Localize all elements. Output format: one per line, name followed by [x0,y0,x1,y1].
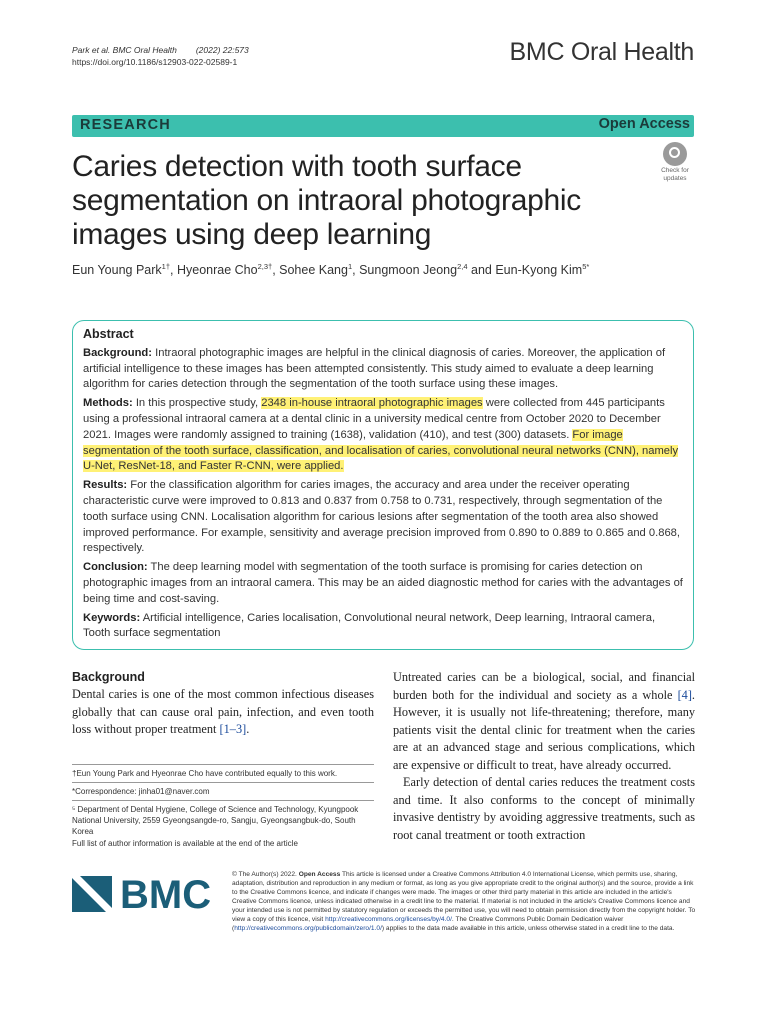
conclusion-text: The deep learning model with segmentation of the tooth surface is promising for caries detection on photographic images from an intraoral camera. This may be an aided diagnostic method for caries with the advantages of being time and cost-saving. [83,561,683,605]
abstract-keywords [83,611,683,643]
footnote-divider [72,800,374,801]
license-lead: © The Author(s) 2022. [232,871,297,878]
citation-link[interactable]: [4] [677,687,692,702]
author-name[interactable]: Sohee Kang [279,263,348,278]
methods-label: Methods: [83,397,133,410]
check-updates-line1: Check for [661,167,689,174]
abstract-heading: Abstract [83,327,134,341]
abstract-background [83,346,683,393]
check-updates-line2: updates [663,175,687,182]
footnote-equal-contribution: †Eun Young Park and Hyeonrae Cho have contributed equally to this work. [72,769,338,778]
methods-text-mid: were collected from 445 participants using a professional intraoral camera at a dental clinic in a university medical centre from October 2020 to December 2021. Images were randomly assigned to training (1638), validation (410), and test (300) datasets. [83,397,665,441]
license-text: This article is licensed under a Creative Commons Attribution 4.0 International License, which permits use, sharing, adaptation, distribution and reproduction in any medium or format, as long as you give appropriate credit to the original author(s) and the source, provide a link to the Creative Commons licence, and indicate if changes were made. The images or other third party material in this article are included in the article's Creative Commons licence, unless indicated otherwise in a credit line to the material. If material is not included in the article's Creative Commons licence and your intended use is not permitted by statutory regulation or exceeds the permitted use, you will need to obtain permission directly from the copyright holder. To view a copy of this licence, visit [232,871,696,923]
citation-journal: BMC Oral Health [112,45,177,55]
author-name[interactable]: Hyeonrae Cho [176,263,258,278]
citation-block [72,44,249,68]
conclusion-label: Conclusion: [83,561,148,574]
footnote-divider [72,782,374,783]
methods-text-pre: In this prospective study, [135,397,259,410]
abstract-results [83,478,683,557]
footnote-affiliation: ⁵ Department of Dental Hygiene, College of Science and Technology, Kyungpook National University, 2559 Gyeongsangde-ro, Sangju, Gyeongsangbuk-do, South Korea [72,805,359,836]
author-affil: 2,3† [257,262,273,271]
abstract-methods [83,396,683,475]
license-text: ) applies to the data made available in this article, unless otherwise stated in a credit line to the data. [381,925,675,932]
journal-name: BMC Oral Health [509,38,694,66]
author-name[interactable]: Eun Young Park [72,263,162,278]
license-link-cc0[interactable]: http://creativecommons.org/publicdomain/zero/1.0/ [234,925,382,932]
article-type-banner [72,115,694,137]
author-name[interactable]: Sungmoon Jeong [359,263,458,278]
author-list: Eun Young Park$^{1\dagger}$, Hyeonrae Cho$^{2,3\dagger}$, Sohee Kang$^1$, Sungmoon Jeong$^{2,4}$ and Eun-Kyong Kim$^{5*}$ [72,262,590,278]
highlight-methods-2: For image segmentation of the tooth surface, classification, and localisation of caries, convolutional neural networks (CNN), namely U-Net, ResNet-18, and Faster R-CNN, were applied. [83,428,679,473]
body-paragraph [393,669,695,774]
article-title: Caries detection with tooth surface segmentation on intraoral photographic images using deep learning [72,150,581,251]
article-type-label: RESEARCH [80,117,171,133]
results-label: Results: [83,479,128,492]
open-access-label: Open Access [598,116,690,132]
citation-link[interactable]: [1–3] [219,722,247,736]
background-label: Background: [83,346,152,359]
footnote-full-list: Full list of author information is available at the end of the article [72,839,298,848]
body-text: . However, it is usually not life-threatening; therefore, many patients visit the dental clinic for treatment when the caries are at an advanced stage and serious complications, which are expensive or difficult to treat, have already occurred. [393,687,695,772]
keywords-text: Artificial intelligence, Caries localisation, Convolutional neural network, Deep learning, Intraoral camera, Tooth surface segmentation [83,611,656,640]
abstract-conclusion [83,560,683,607]
license-link-cc-by[interactable]: http://creativecommons.org/licenses/by/4.0/ [325,916,452,923]
check-updates-icon [663,142,687,166]
section-heading-background: Background [72,670,145,684]
license-notice [232,870,696,933]
results-text: For the classification algorithm for caries images, the accuracy and area under the receiver operating characteristic curve were improved to 0.813 and 0.837 from 0.758 to 0.731, respectively, through segmentation of the tooth surface using CNN. Localisation algorithm for carious lesions after segmentation of the tooth area also showed improved performance. For example, sensitivity and average precision improved from 0.890 to 0.889 to 0.865 and 0.868, respectively. [83,479,680,555]
footnote-divider [72,764,374,765]
citation-authors: Park et al. [72,45,111,55]
highlight-methods-1: 2348 in-house intraoral photographic images [261,397,483,410]
body-paragraph: Dental caries is one of the most common infectious diseases globally that can cause oral pain, infection, and even tooth loss without proper treatment [72,687,374,736]
bmc-logo-text: BMC [120,873,212,916]
body-text: Untreated caries can be a biological, social, and financial burden both for the individual and society as a whole [393,670,695,702]
citation-line [72,44,249,56]
citation-year: (2022) 22:573 [195,45,249,55]
keywords-label: Keywords: [83,611,141,624]
doi-link[interactable]: https://doi.org/10.1186/s12903-022-02589-1 [72,57,238,67]
author-affil: 1 [347,262,353,271]
body-column-right [393,669,695,844]
author-affil: 1† [161,262,171,271]
check-for-updates-badge[interactable] [652,142,698,182]
license-open-access: Open Access [298,871,341,878]
abstract-box [72,320,694,650]
footnote-correspondence: *Correspondence: jinha01@naver.com [72,787,210,796]
license-text: . The Creative Commons Public Domain Dedication waiver ( [232,916,624,932]
bmc-logo [72,870,222,921]
body-paragraph: Early detection of dental caries reduces the treatment costs and time. It also conforms to the concept of minimally invasive dentistry by avoiding aggressive treatments, such as root canal treatment or tooth extraction [393,775,695,842]
background-text: Intraoral photographic images are helpful in the clinical diagnosis of caries. Moreover, the application of artificial intelligence to these images has been attempted consistently. This study aimed to evaluate a deep learning algorithm for caries detection through the segmentation of the tooth surface using these images. [83,346,666,391]
author-affil: 2,4 [457,262,468,271]
author-affil: 5* [582,262,590,271]
author-name[interactable]: Eun-Kyong Kim [495,263,583,278]
body-column-left: Dental caries is one of the most common infectious diseases globally that can cause oral pain, infection, and even tooth loss without proper treatment [1–3]. [72,687,374,736]
